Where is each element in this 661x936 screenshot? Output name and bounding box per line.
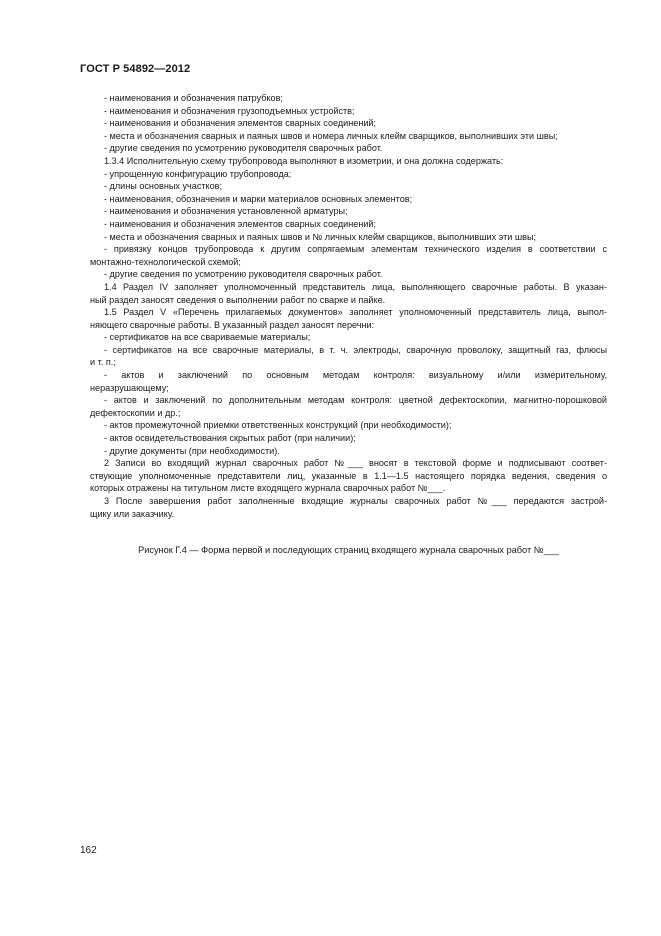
body-line: - привязку концов трубопровода к другим сопрягаемым элементам технического изделия в соответствии с bbox=[104, 244, 607, 255]
body-line: - места и обозначения сварных и паяных швов и номера личных клейм сварщиков, выполнивших эти швы; bbox=[104, 130, 558, 141]
body-line: - наименования и обозначения установленной арматуры; bbox=[104, 206, 348, 217]
document-header: ГОСТ Р 54892—2012 bbox=[80, 63, 191, 75]
document-body bbox=[90, 92, 607, 520]
body-line: - сертификатов на все свариваемые материалы; bbox=[104, 332, 311, 343]
body-line: - актов и заключений по дополнительным методам контроля: цветной дефектоскопии, магнитно-порошковой bbox=[104, 395, 607, 406]
body-line: - упрощенную конфигурацию трубопровода; bbox=[104, 168, 292, 179]
body-line: - актов и заключений по основным методам контроля: визуальному и/или измерительному, bbox=[104, 370, 607, 381]
body-line: которых отражены на титульном листе входящего журнала сварочных работ №___. bbox=[90, 483, 446, 494]
body-line: - другие сведения по усмотрению руководителя сварочных работ. bbox=[104, 143, 383, 154]
body-line: - наименования и обозначения элементов сварных соединений; bbox=[104, 118, 377, 129]
body-line: неразрушающему; bbox=[90, 382, 169, 393]
body-line: щику или заказчику. bbox=[90, 508, 174, 519]
body-line: дефектоскопии и др.; bbox=[90, 407, 181, 418]
body-line: - актов освидетельствования скрытых работ (при наличии); bbox=[104, 433, 356, 444]
body-line: - сертификатов на все сварочные материалы, в т. ч. электроды, сварочную проволоку, защитный газ, флюсы bbox=[104, 344, 607, 355]
body-line: - длины основных участков; bbox=[104, 181, 223, 192]
body-line: монтажно-технологической схемой; bbox=[90, 256, 241, 267]
body-line: 2 Записи во входящий журнал сварочных работ №___ вносят в текстовой форме и подписывают соответ- bbox=[104, 458, 607, 469]
body-line: 1.3.4 Исполнительную схему трубопровода выполняют в изометрии, и она должна содержать: bbox=[104, 155, 504, 166]
body-line: - наименования и обозначения патрубков; bbox=[104, 93, 283, 103]
body-line: - места и обозначения сварных и паяных швов и № личных клейм сварщиков, выполнивших эти швы; bbox=[104, 231, 537, 242]
body-line: няющего сварочные работы. В указанный раздел заносят перечни: bbox=[90, 319, 375, 330]
body-line: ствующие уполномоченные представители лиц, указанные в 1.1—1.5 настоящего порядка ведения, сведения о bbox=[90, 470, 607, 481]
page-number: 162 bbox=[80, 845, 97, 856]
figure-caption: Рисунок Г.4 — Форма первой и последующих страниц входящего журнала сварочных работ №___ bbox=[138, 545, 559, 555]
body-line: - наименования и обозначения элементов сварных соединений; bbox=[104, 218, 377, 229]
body-line: - другие документы (при необходимости). bbox=[104, 445, 280, 456]
body-line: - актов промежуточной приемки ответственных конструкций (при необходимости); bbox=[104, 420, 452, 431]
body-line: - другие сведения по усмотрению руководителя сварочных работ. bbox=[104, 269, 383, 280]
body-line: 3 После завершения работ заполненные входящие журналы сварочных работ №___ передаются застрой- bbox=[104, 496, 607, 506]
body-line: 1.5 Раздел V «Перечень прилагаемых документов» заполняет уполномоченный представитель лица, выпол- bbox=[104, 307, 607, 318]
body-line: и т. п.; bbox=[90, 357, 116, 368]
body-line: - наименования, обозначения и марки материалов основных элементов; bbox=[104, 193, 413, 204]
body-line: - наименования и обозначения грузоподъемных устройств; bbox=[104, 105, 355, 116]
body-line: ный раздел заносят сведения о выполнении работ по сварке и пайке. bbox=[90, 294, 386, 305]
body-line: 1.4 Раздел IV заполняет уполномоченный представитель лица, выполняющего сварочные работы. В указан- bbox=[104, 281, 607, 292]
